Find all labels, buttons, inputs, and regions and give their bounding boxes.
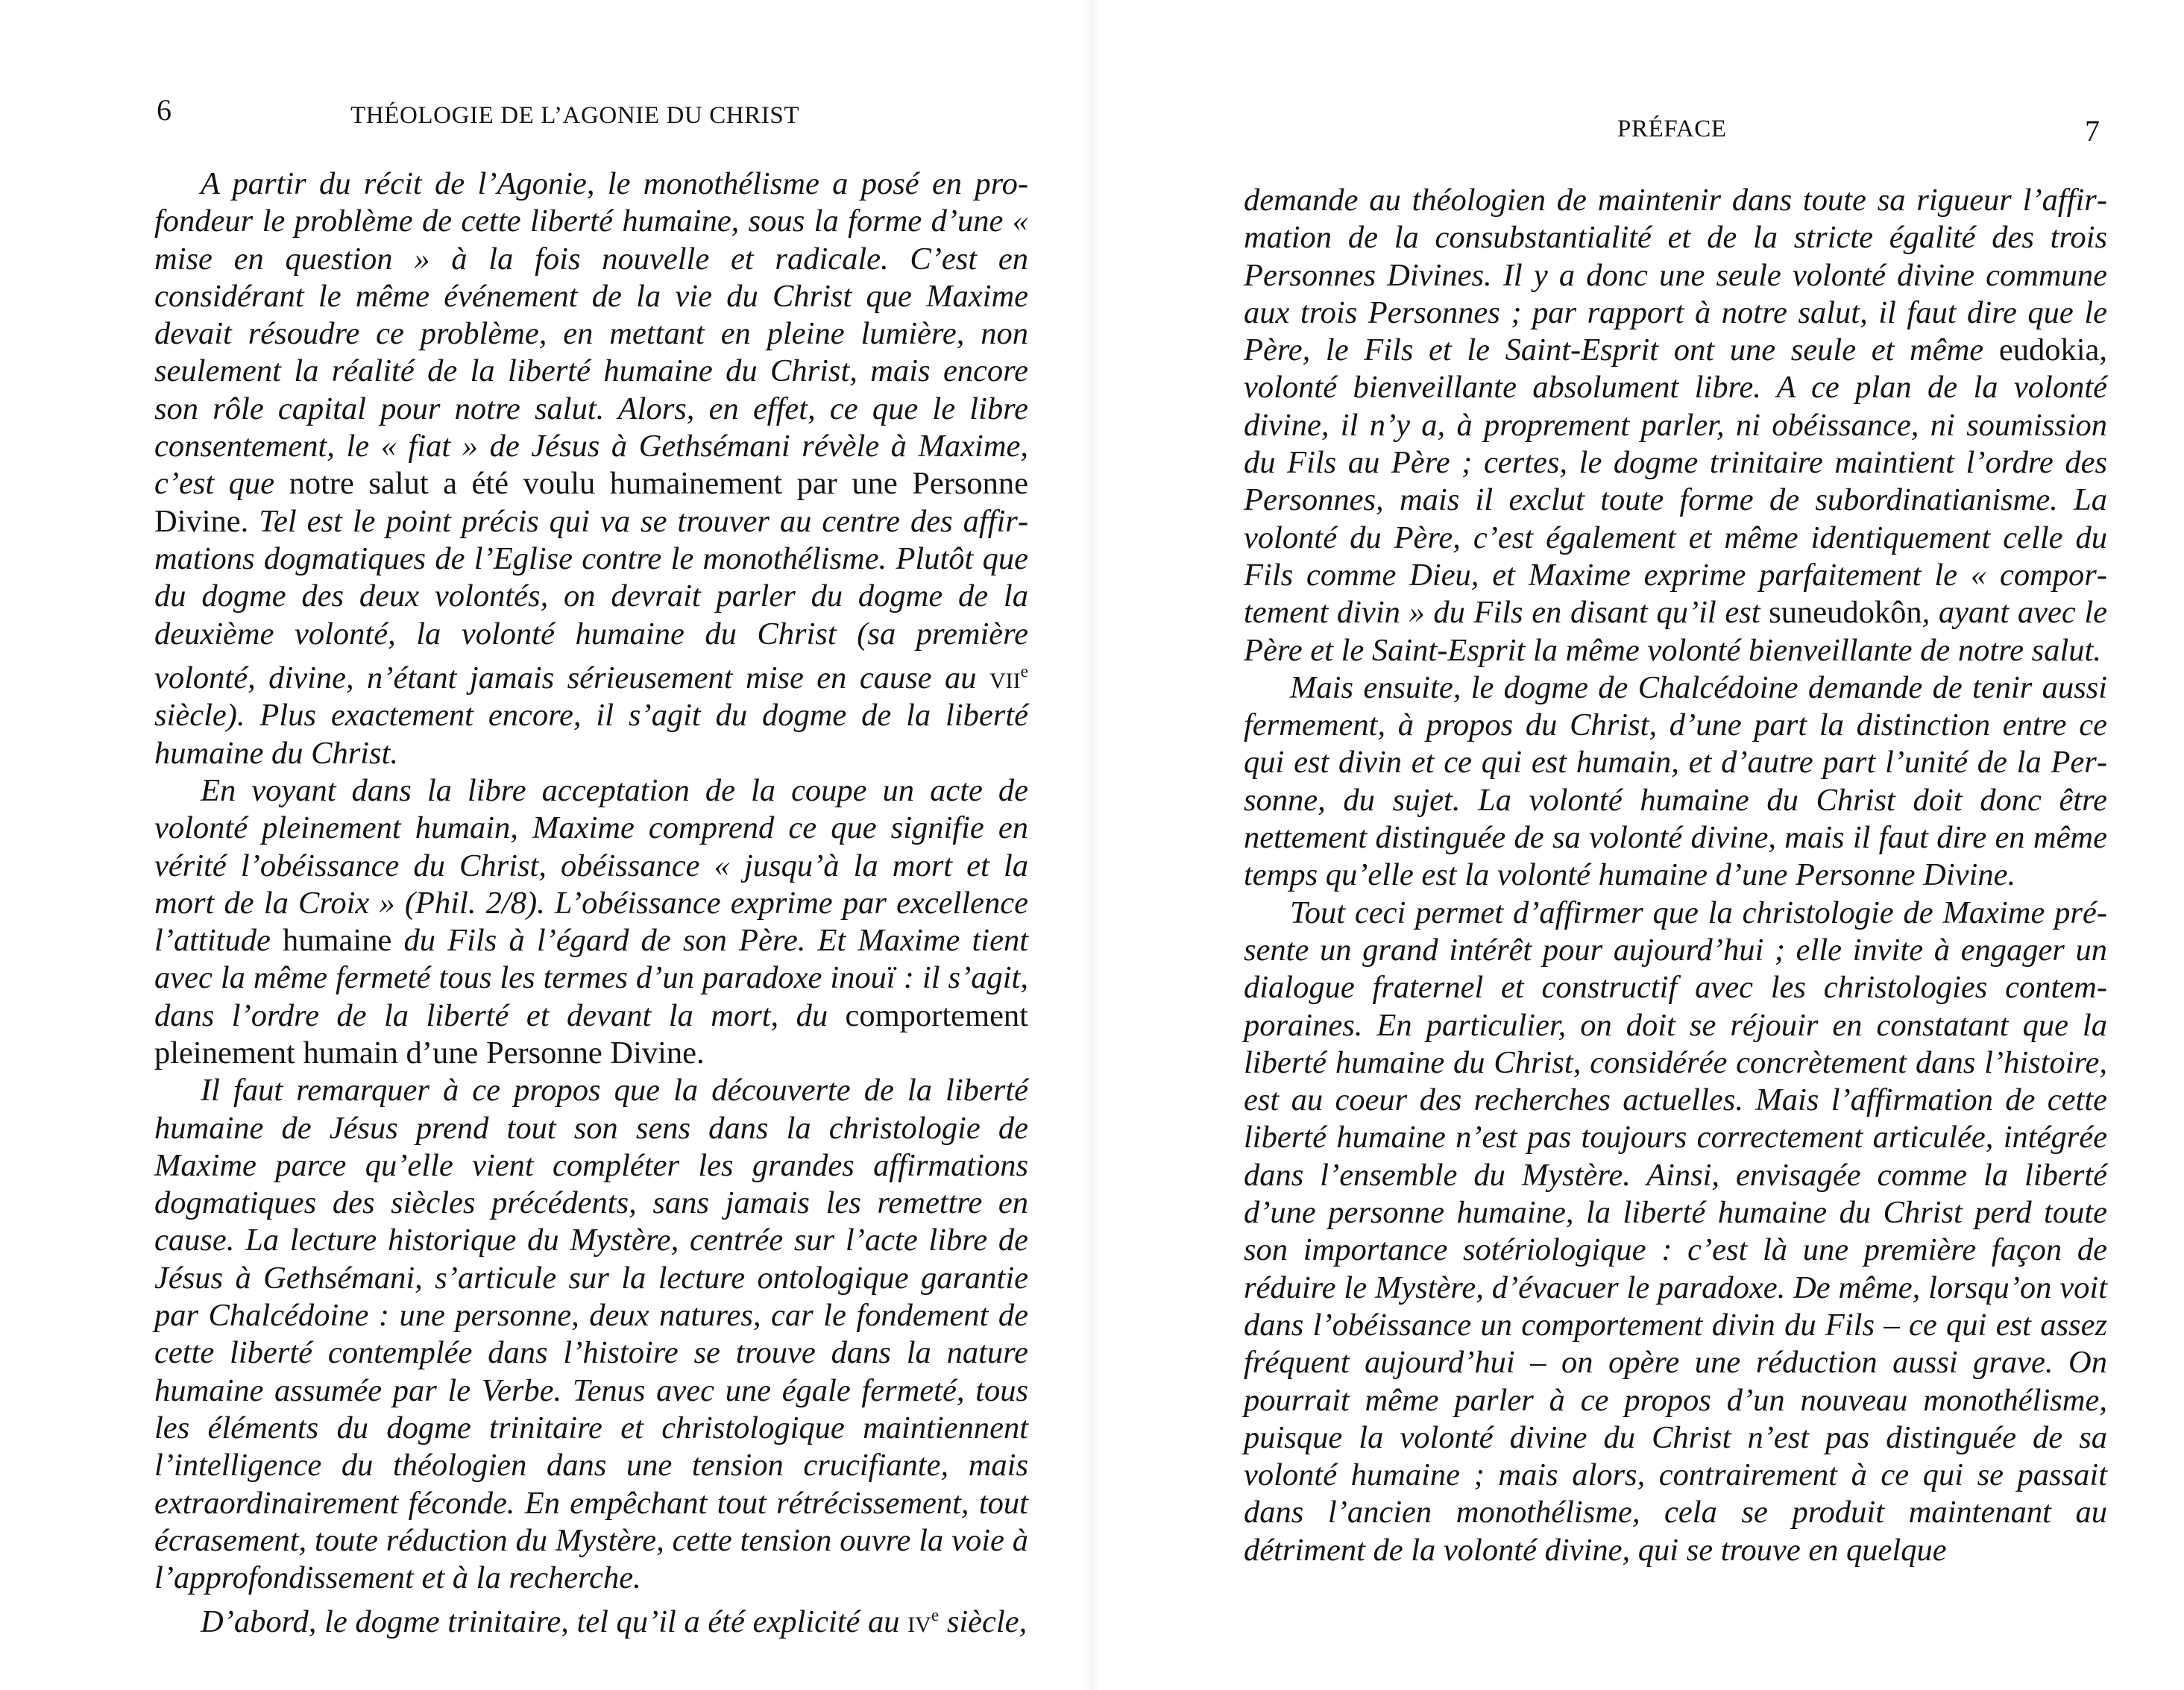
body-text — [154, 165, 1028, 1642]
text-run: Mais ensuite, le dogme de Chalcédoine demande de tenir aussi fermement, à propos du Christ, d’une part la distinction entre ce qui est divin et ce qui est humain, et d’autre part l’unité de la Personne, du sujet. La volonté humaine du Christ doit donc être nettement distinguée de sa volonté divine, mais il faut dire en même temps qu’elle est la volonté humaine d’une Personne Divine. — [1244, 669, 2107, 893]
text-run: humaine — [282, 923, 392, 959]
text-run: vii — [989, 660, 1021, 696]
text-run: e — [931, 1606, 940, 1626]
text-run: Tout ceci permet d’affirmer que la christologie de Maxime présente un grand intérêt pour aujourd’hui ; elle invite à engager un dialogue fraternel et constructif avec les christologies contemporaines. En particulier, on doit se réjouir en constatant que la liberté humaine du Christ, considérée concrètement dans l’histoire, est au coeur des recherches actuelles. Mais l’affirmation de cette liberté humaine n’est pas toujours correctement articulée, intégrée dans l’ensemble du Mystère. Ainsi, envisagée comme la liberté d’une personne humaine, la liberté humaine du Christ perd toute son importance sotériologique : c’est là une première façon de réduire le Mystère, d’évacuer le paradoxe. De même, lorsqu’on voit dans l’obéissance un comportement divin du Fils – ce qui est assez fréquent aujourd’hui – on opère une réduction aussi grave. On pourrait même parler à ce propos d’un nouveau monothélisme, puisque la volonté divine du Christ n’est pas distinguée de sa volonté humaine ; mais alors, contrairement à ce qui se passait dans l’ancien monothélisme, cela se produit maintenant au détriment de la volonté divine, qui se trouve en quelque — [1244, 895, 2107, 1568]
page-number: 7 — [2085, 114, 2100, 148]
text-run: demande au théologien de maintenir dans toute sa rigueur l’affirmation de la consubstantialité et de la stricte égalité des trois Personnes Divines. Il y a donc une seule volonté divine commune aux trois Personnes ; par rapport à notre salut, il faut dire que le Père, le Fils et le Saint-Esprit ont une seule et même — [1244, 183, 2107, 368]
paragraph — [154, 772, 1028, 1072]
paragraph — [1244, 182, 2107, 669]
text-run: D’abord, le dogme trinitaire, tel qu’il a été explicité au — [201, 1604, 908, 1640]
paragraph — [154, 165, 1028, 772]
paragraph — [1244, 895, 2107, 1569]
running-title: THÉOLOGIE DE L’AGONIE DU CHRIST — [350, 102, 800, 129]
right-page — [1092, 0, 2184, 1690]
paragraph — [1244, 669, 2107, 895]
text-run: Tel est le point précis qui va se trouver au centre des affirmations dogmatiques de l’Eglise contre le monothélisme. Plutôt que du dogme des deux volontés, on devrait parler du dogme de la deuxième volonté, la volonté humaine du Christ (sa première volonté, divine, n’étant jamais sérieusement mise en cause au — [154, 503, 1028, 696]
text-run: suneudokôn — [1769, 595, 1922, 631]
text-run: A partir du récit de l’Agonie, le monothélisme a posé en profondeur le problème de cette liberté humaine, sous la forme d’une « mise en question » à la fois nouvelle et radicale. C’est en considérant le même événement de la vie du Christ que Maxime devait résoudre ce problème, en mettant en pleine lumière, non seulement la réalité de la liberté humaine du Christ, mais encore son rôle capital pour notre salut. Alors, en effet, ce que le libre consentement, le « fiat » de Jésus à Gethsémani révèle à Maxime, c’est que — [154, 166, 1028, 502]
text-run: En voyant dans la libre acceptation de la coupe un acte de volonté pleinement humain, Maxime comprend ce que signifie en vérité l’obéissance du Christ, obéissance « jusqu’à la mort et la mort de la Croix » (Phil. 2/8). L’obéissance exprime par excellence l’attitude — [154, 772, 1028, 959]
running-title: PRÉFACE — [1617, 116, 1727, 142]
text-run: du Fils à l’égard de son Père. Et Maxime tient avec la même fermeté tous les termes d’un paradoxe inouï : il s’agit, dans l’ordre de la liberté et devant la mort, du — [154, 923, 1029, 1033]
paragraph — [154, 1597, 1028, 1641]
paragraph — [154, 1072, 1028, 1597]
page-number: 6 — [157, 93, 171, 127]
text-run: Il faut remarquer à ce propos que la découverte de la liberté humaine de Jésus prend tout son sens dans la christologie de Maxime parce qu’elle vient compléter les grandes affirmations dogmatiques des siècles précédents, sans jamais les remettre en cause. La lecture historique du Mystère, centrée sur l’acte libre de Jésus à Gethsémani, s’articule sur la lecture ontologique garantie par Chalcédoine : une personne, deux natures, car le fondement de cette liberté contemplée dans l’histoire se trouve dans la nature humaine assumée par le Verbe. Tenus avec une égale fermeté, tous les éléments du dogme trinitaire et christologique maintiennent l’intelligence du théologien dans une tension crucifiante, mais extraordinairement féconde. En empêchant tout rétrécissement, tout écrasement, toute réduction du Mystère, cette tension ouvre la voie à l’approfondissement et à la recherche. — [154, 1073, 1028, 1596]
text-run: siècle, — [939, 1604, 1028, 1640]
text-run: siècle). Plus exactement encore, il s’agit du dogme de la liberté humaine du Christ. — [154, 698, 1028, 771]
text-run: iv — [907, 1604, 931, 1640]
text-run: , ayant avec le Père et le Saint-Esprit la même volonté bienveillante de notre salut. — [1244, 595, 2107, 668]
body-text — [1244, 182, 2107, 1569]
text-run: notre salut a été voulu humainement par une Personne Divine. — [154, 466, 1028, 539]
text-run: comportement pleinement humain d’une Personne Divine. — [154, 997, 1028, 1071]
text-run: e — [1020, 661, 1028, 681]
text-run: , volonté bienveillante absolument libre. A ce plan de la volonté divine, il n’y a, à proprement parler, ni obéissance, ni soumission du Fils au Père ; certes, le dogme trinitaire maintient l’ordre des Personnes, mais il exclut toute forme de subordinatianisme. La volonté du Père, c’est également et même identiquement celle du Fils comme Dieu, et Maxime exprime parfaitement le « comportement divin » du Fils en disant qu’il est — [1244, 332, 2107, 631]
text-run: eudokia — [1998, 332, 2100, 368]
